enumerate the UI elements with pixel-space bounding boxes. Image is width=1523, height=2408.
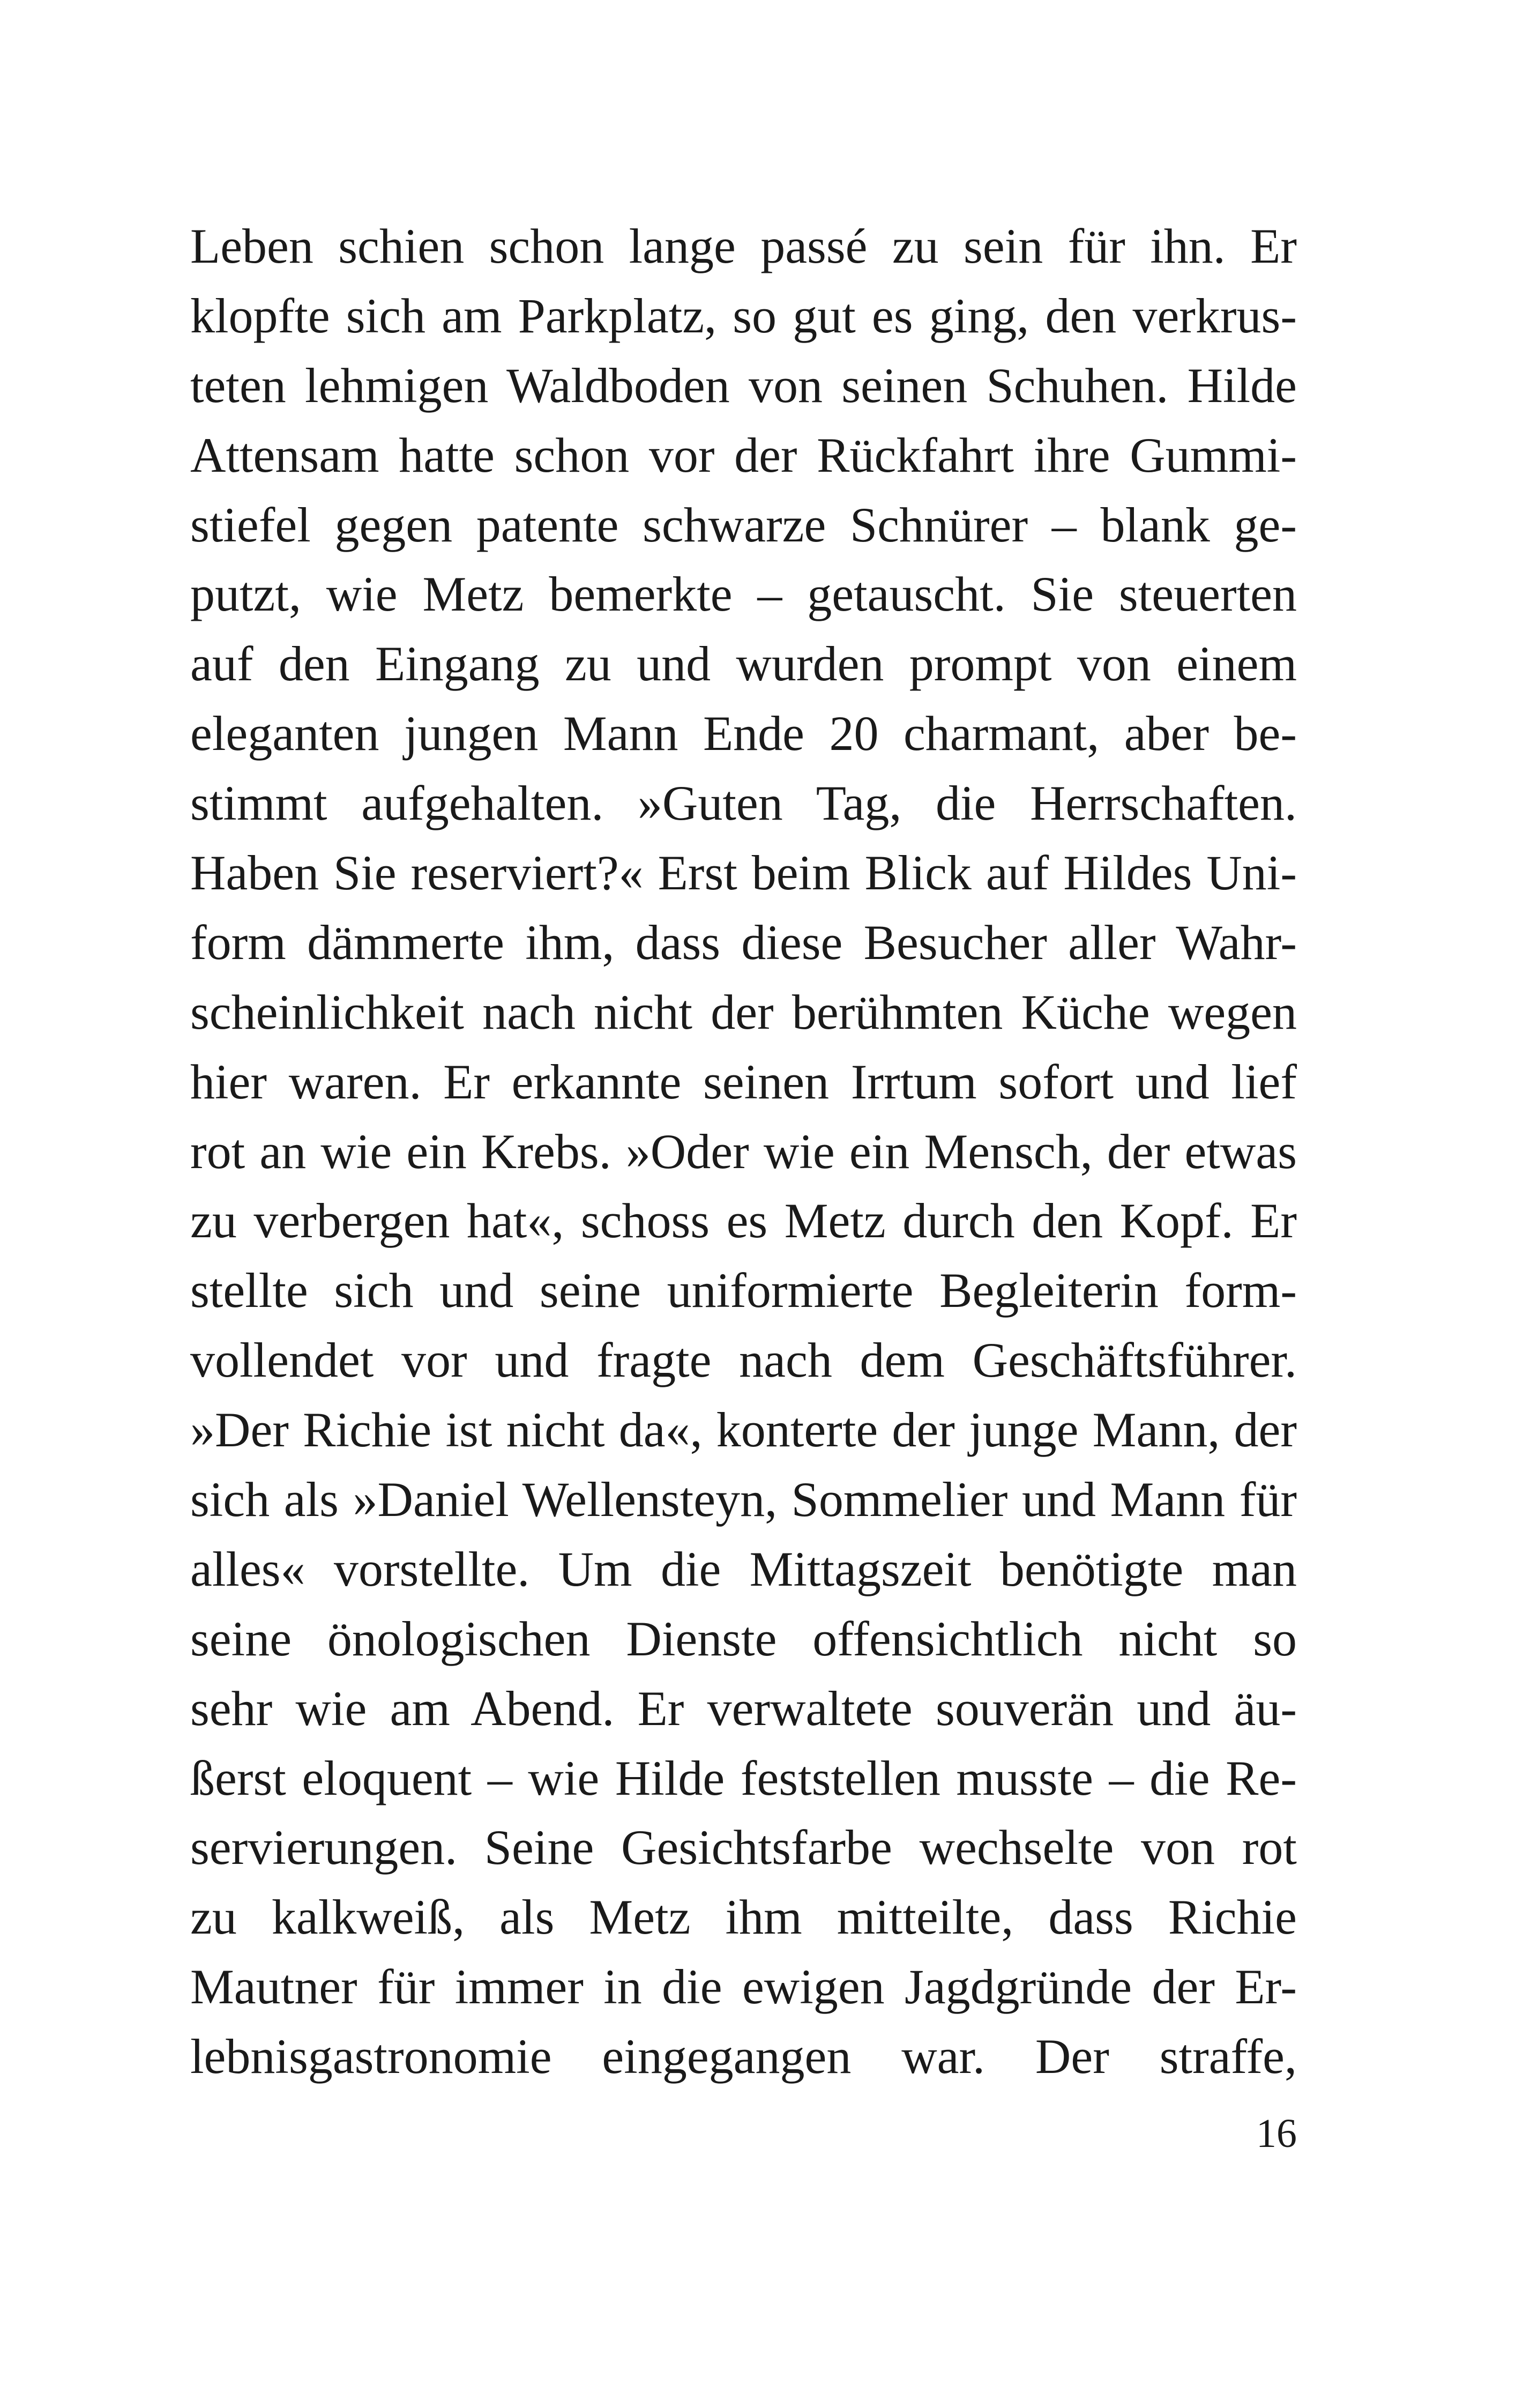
text-line: lebnisgastronomie eingegangen war. Der straffe,: [190, 2029, 1297, 2084]
text-line: hier waren. Er erkannte seinen Irrtum sofort und lief: [190, 1054, 1297, 1109]
text-line: scheinlichkeit nach nicht der berühmten Küche wegen: [190, 984, 1297, 1039]
text-line: vollendet vor und fragte nach dem Geschäftsführer.: [190, 1333, 1297, 1388]
text-line: alles« vorstellte. Um die Mittagszeit benötigte man: [190, 1541, 1297, 1596]
text-line: zu verbergen hat«, schoss es Metz durch den Kopf. Er: [190, 1193, 1297, 1248]
text-line: Haben Sie reserviert?« Erst beim Blick auf Hildes Uni-: [190, 845, 1297, 901]
text-line: ßerst eloquent – wie Hilde feststellen musste – die Re-: [190, 1750, 1297, 1805]
body-text: [190, 212, 1297, 2092]
text-line: sehr wie am Abend. Er verwaltete souverän und äu-: [190, 1681, 1297, 1736]
text-line: sich als »Daniel Wellensteyn, Sommelier und Mann für: [190, 1472, 1297, 1527]
text-line: servierungen. Seine Gesichtsfarbe wechselte von rot: [190, 1820, 1297, 1875]
text-line: stiefel gegen patente schwarze Schnürer – blank ge-: [190, 497, 1297, 552]
text-line: seine önologischen Dienste offensichtlich nicht so: [190, 1611, 1297, 1666]
text-line: Attensam hatte schon vor der Rückfahrt ihre Gummi-: [190, 427, 1297, 482]
text-line: eleganten jungen Mann Ende 20 charmant, aber be-: [190, 706, 1297, 761]
text-line: stimmt aufgehalten. »Guten Tag, die Herrschaften.: [190, 776, 1297, 831]
text-line: Mautner für immer in die ewigen Jagdgründe der Er-: [190, 1959, 1297, 2015]
text-line: Leben schien schon lange passé zu sein für ihn. Er: [190, 219, 1297, 273]
text-line: »Der Richie ist nicht da«, konterte der junge Mann, der: [190, 1402, 1297, 1458]
text-line: auf den Eingang zu und wurden prompt von einem: [190, 636, 1297, 692]
text-line: putzt, wie Metz bemerkte – getauscht. Sie steuerten: [190, 567, 1297, 622]
text-line: klopfte sich am Parkplatz, so gut es ging, den verkrus-: [190, 288, 1297, 343]
page-number: 16: [1256, 2111, 1297, 2156]
text-line: form dämmerte ihm, dass diese Besucher aller Wahr-: [190, 915, 1297, 970]
text-line: rot an wie ein Krebs. »Oder wie ein Mensch, der etwas: [190, 1124, 1297, 1179]
text-line: teten lehmigen Waldboden von seinen Schuhen. Hilde: [190, 358, 1297, 413]
text-line: zu kalkweiß, als Metz ihm mitteilte, dass Richie: [190, 1890, 1297, 1945]
text-line: stellte sich und seine uniformierte Begleiterin form-: [190, 1263, 1297, 1318]
